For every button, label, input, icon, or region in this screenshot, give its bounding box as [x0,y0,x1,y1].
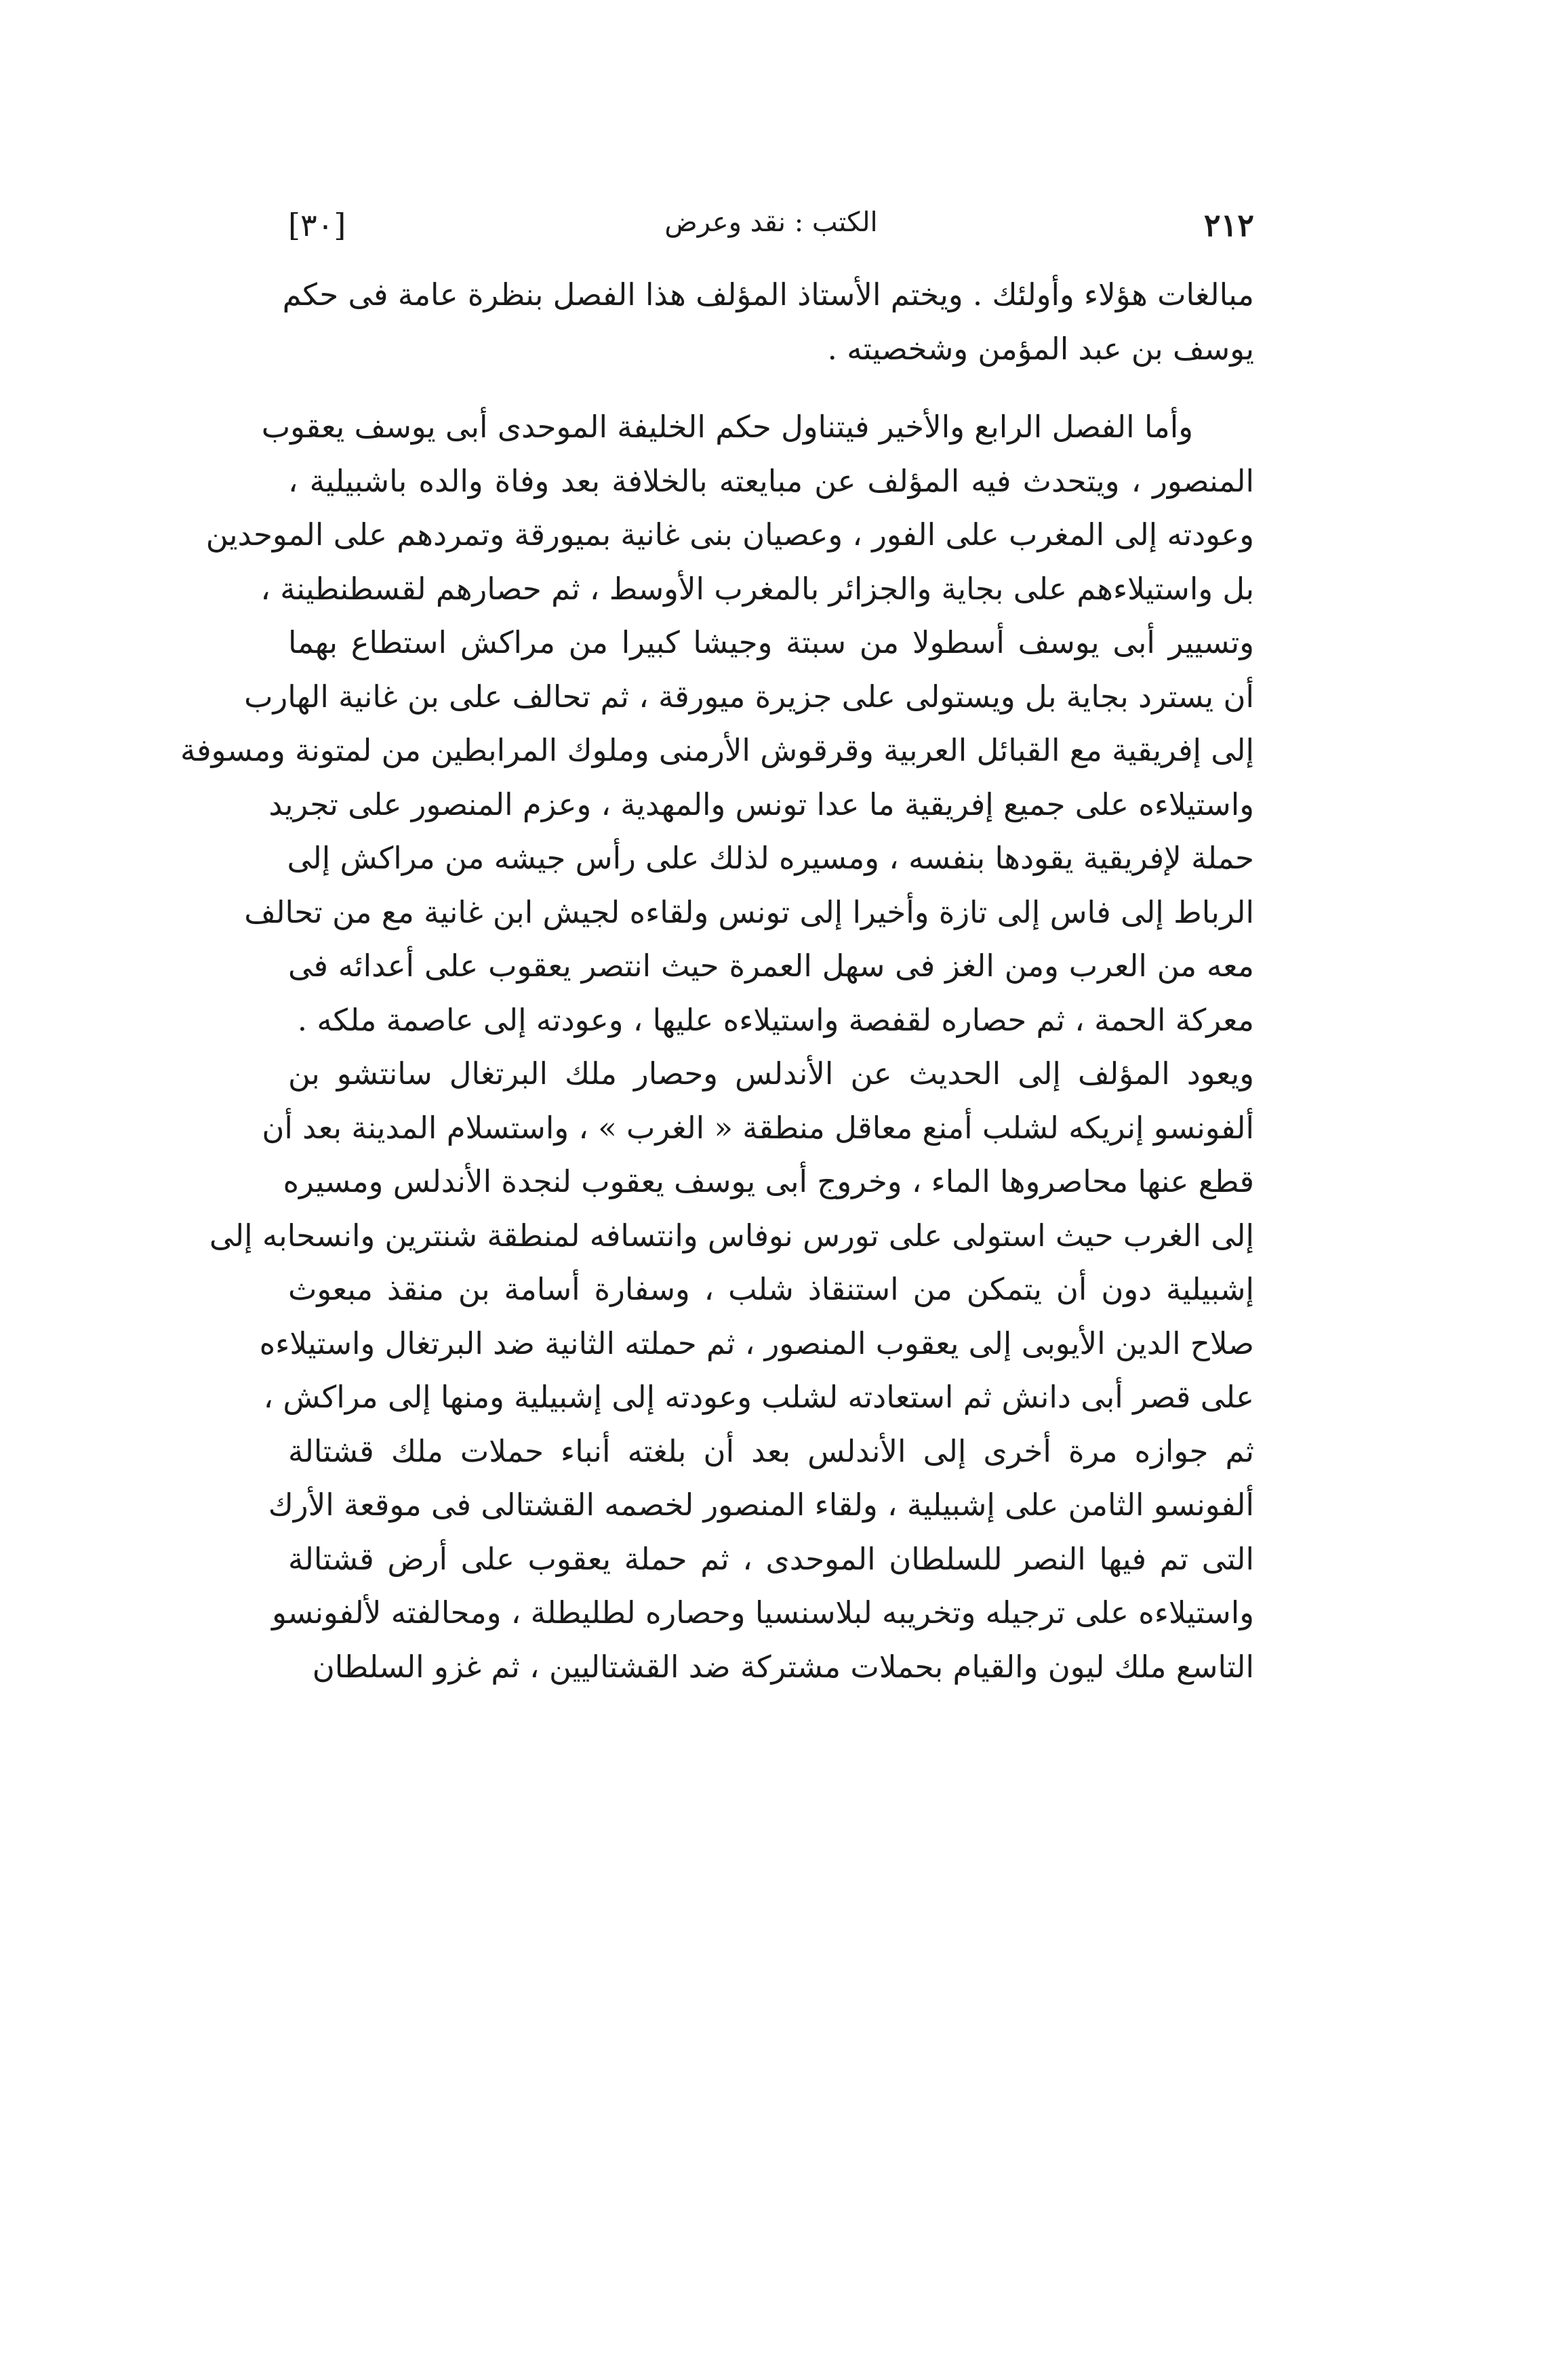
text-line: التى تم فيها النصر للسلطان الموحدى ، ثم حملة يعقوب على أرض قشتالة [288,1540,1254,1577]
paragraph [180,400,1254,1047]
text-line: وأما الفصل الرابع والأخير فيتناول حكم الخليفة الموحدى أبى يوسف يعقوب [261,409,1193,445]
page-number: ٢١٢ [1203,207,1254,243]
body-text [180,268,1254,1694]
text-line: واستيلاءه على ترجيله وتخريبه لبلاسنسيا وحصاره لطليطلة ، ومحالفته لألفونسو [272,1595,1254,1631]
text-line: المنصور ، ويتحدث فيه المؤلف عن مبايعته بالخلافة بعد وفاة والده باشبيلية ، [288,462,1254,499]
folio-number: [٣٠] [288,207,346,243]
text-line: إلى إفريقية مع القبائل العربية وقرقوش الأرمنى وملوك المرابطين من لمتونة ومسوفة [180,732,1254,768]
text-line: إلى الغرب حيث استولى على تورس نوفاس وانتسافه لمنطقة شنترين وانسحابه إلى [209,1217,1254,1254]
paragraph [209,1047,1254,1694]
text-line: حملة لإفريقية يقودها بنفسه ، ومسيره لذلك على رأس جيشه من مراكش إلى [287,840,1254,876]
text-line: الرباط إلى فاس إلى تازة وأخيرا إلى تونس ولقاءه لجيش ابن غانية مع من تحالف [244,894,1254,930]
text-line: إشبيلية دون أن يتمكن من استنقاذ شلب ، وسفارة أسامة بن منقذ مبعوث [288,1271,1254,1307]
text-line: مبالغات هؤلاء وأولئك . ويختم الأستاذ المؤلف هذا الفصل بنظرة عامة فى حكم [282,277,1254,313]
text-line: ثم جوازه مرة أخرى إلى الأندلس بعد أن بلغته أنباء حملات ملك قشتالة [288,1433,1254,1469]
text-line: ألفونسو إنريكه لشلب أمنع معاقل منطقة « الغرب » ، واستسلام المدينة بعد أن [262,1109,1254,1146]
text-line: ألفونسو الثامن على إشبيلية ، ولقاء المنصور لخصمه القشتالى فى موقعة الأرك [268,1487,1254,1523]
paragraph [282,268,1254,376]
text-line: وتسيير أبى يوسف أسطولا من سبتة وجيشا كبيرا من مراكش استطاع بهما [288,624,1254,660]
text-line: التاسع ملك ليون والقيام بحملات مشتركة ضد القشتاليين ، ثم غزو السلطان [312,1648,1254,1685]
text-line: معركة الحمة ، ثم حصاره لقفصة واستيلاءه عليها ، وعودته إلى عاصمة ملكه . [297,1001,1254,1038]
text-line: وعودته إلى المغرب على الفور ، وعصيان بنى غانية بميورقة وتمردهم على الموحدين [205,517,1254,553]
text-line: معه من العرب ومن الغز فى سهل العمرة حيث انتصر يعقوب على أعدائه فى [288,948,1254,984]
text-line: بل واستيلاءهم على بجاية والجزائر بالمغرب الأوسط ، ثم حصارهم لقسطنطينة ، [260,570,1254,607]
section-title: الكتب : نقد وعرض [664,207,878,238]
text-line: قطع عنها محاصروها الماء ، وخروج أبى يوسف يعقوب لنجدة الأندلس ومسيره [283,1163,1254,1199]
running-head [288,207,1254,261]
text-line: واستيلاءه على جميع إفريقية ما عدا تونس والمهدية ، وعزم المنصور على تجريد [268,786,1254,822]
text-line: ويعود المؤلف إلى الحديث عن الأندلس وحصار ملك البرتغال سانتشو بن [288,1056,1254,1092]
text-line: يوسف بن عبد المؤمن وشخصيته . [827,330,1254,367]
text-line: أن يسترد بجاية بل ويستولى على جزيرة ميورقة ، ثم تحالف على بن غانية الهارب [244,678,1254,715]
text-line: صلاح الدين الأيوبى إلى يعقوب المنصور ، ثم حملته الثانية ضد البرتغال واستيلاءه [259,1325,1254,1361]
text-line: على قصر أبى دانش ثم استعادته لشلب وعودته إلى إشبيلية ومنها إلى مراكش ، [263,1379,1254,1415]
